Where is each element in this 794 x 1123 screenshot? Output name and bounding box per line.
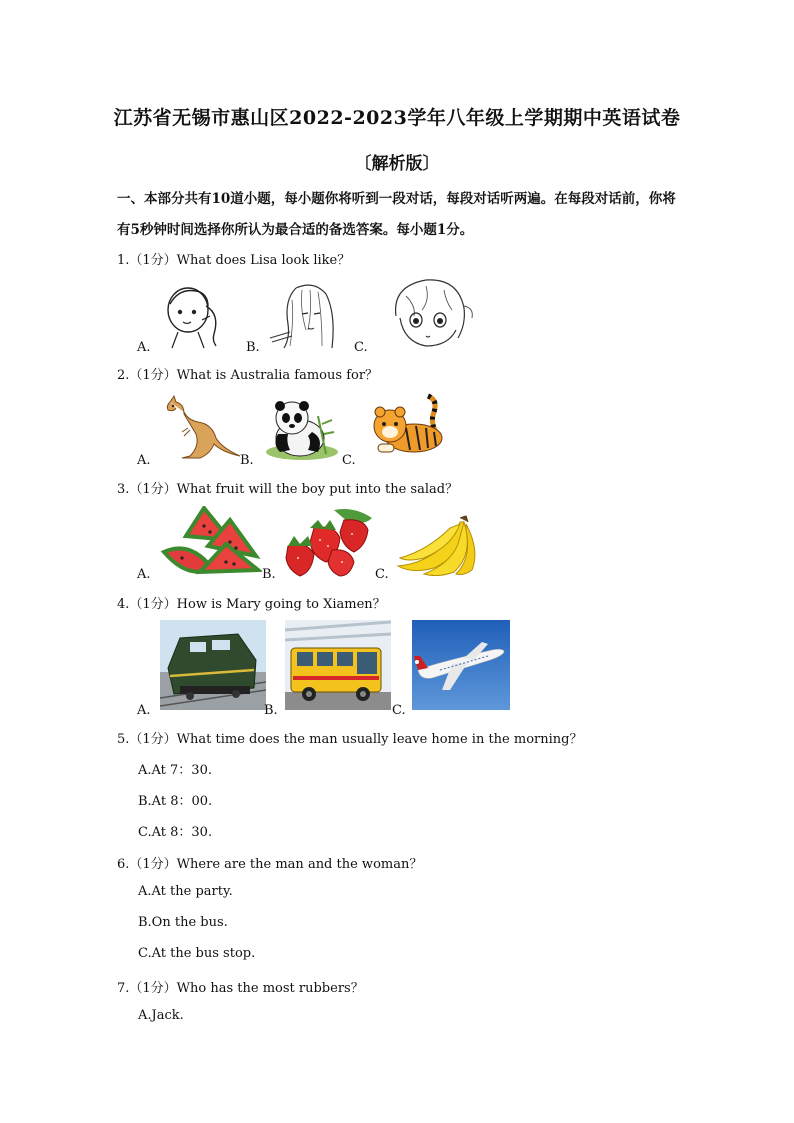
question-6-text: 6.（1分）Where are the man and the woman？ <box>117 857 423 872</box>
option-b: B.At 8：00. <box>138 794 213 809</box>
option-a: A.At 7：30. <box>138 763 212 778</box>
watermelon-image <box>160 506 262 578</box>
option-a: A.Jack. <box>138 1008 184 1023</box>
question-5-text: 5.（1分）What time does the man usually leave home in the morning？ <box>117 732 583 747</box>
kangaroo-image <box>160 394 242 464</box>
option-c: C.At 8：30. <box>138 825 213 840</box>
train-image <box>160 620 266 710</box>
section-instructions: 一、本部分共有10道小题，每小题你将听到一段对话，每段对话听两遍。在每段对话前，你将有5秒钟时间选择你所认为最合适的备选答案。每小题1分。 <box>117 191 676 238</box>
question-3-text: 3.（1分）What fruit will the boy put into the salad？ <box>117 482 459 497</box>
girl-short-hair-image <box>386 276 476 350</box>
strawberries-image <box>284 506 378 578</box>
girl-ponytail-image <box>158 280 226 350</box>
option-label: A. <box>137 453 151 468</box>
option-label: B. <box>262 567 276 582</box>
bus-image <box>285 620 391 710</box>
option-label: B. <box>240 453 254 468</box>
option-label: A. <box>137 340 151 355</box>
option-c: C.At the bus stop. <box>138 946 256 961</box>
option-a: A.At the party. <box>138 884 233 899</box>
document-subtitle: 〔解析版〕 <box>354 154 440 174</box>
option-label: C. <box>342 453 356 468</box>
airplane-image <box>412 620 510 710</box>
question-2-text: 2.（1分）What is Australia famous for？ <box>117 368 379 383</box>
option-b: B.On the bus. <box>138 915 228 930</box>
question-4-text: 4.（1分）How is Mary going to Xiamen？ <box>117 597 386 612</box>
bananas-image <box>394 514 480 576</box>
option-label: C. <box>392 703 406 718</box>
option-label: C. <box>354 340 368 355</box>
option-label: B. <box>264 703 278 718</box>
document-title: 江苏省无锡市惠山区2022-2023学年八年级上学期期中英语试卷 <box>113 107 681 129</box>
option-label: A. <box>137 567 151 582</box>
panda-image <box>262 398 340 462</box>
option-label: B. <box>246 340 260 355</box>
option-label: A. <box>137 703 151 718</box>
option-label: C. <box>375 567 389 582</box>
question-7-text: 7.（1分）Who has the most rubbers？ <box>117 981 364 996</box>
question-1-text: 1.（1分）What does Lisa look like？ <box>117 253 351 268</box>
girl-long-hair-image <box>266 280 352 350</box>
tiger-image <box>370 392 446 458</box>
